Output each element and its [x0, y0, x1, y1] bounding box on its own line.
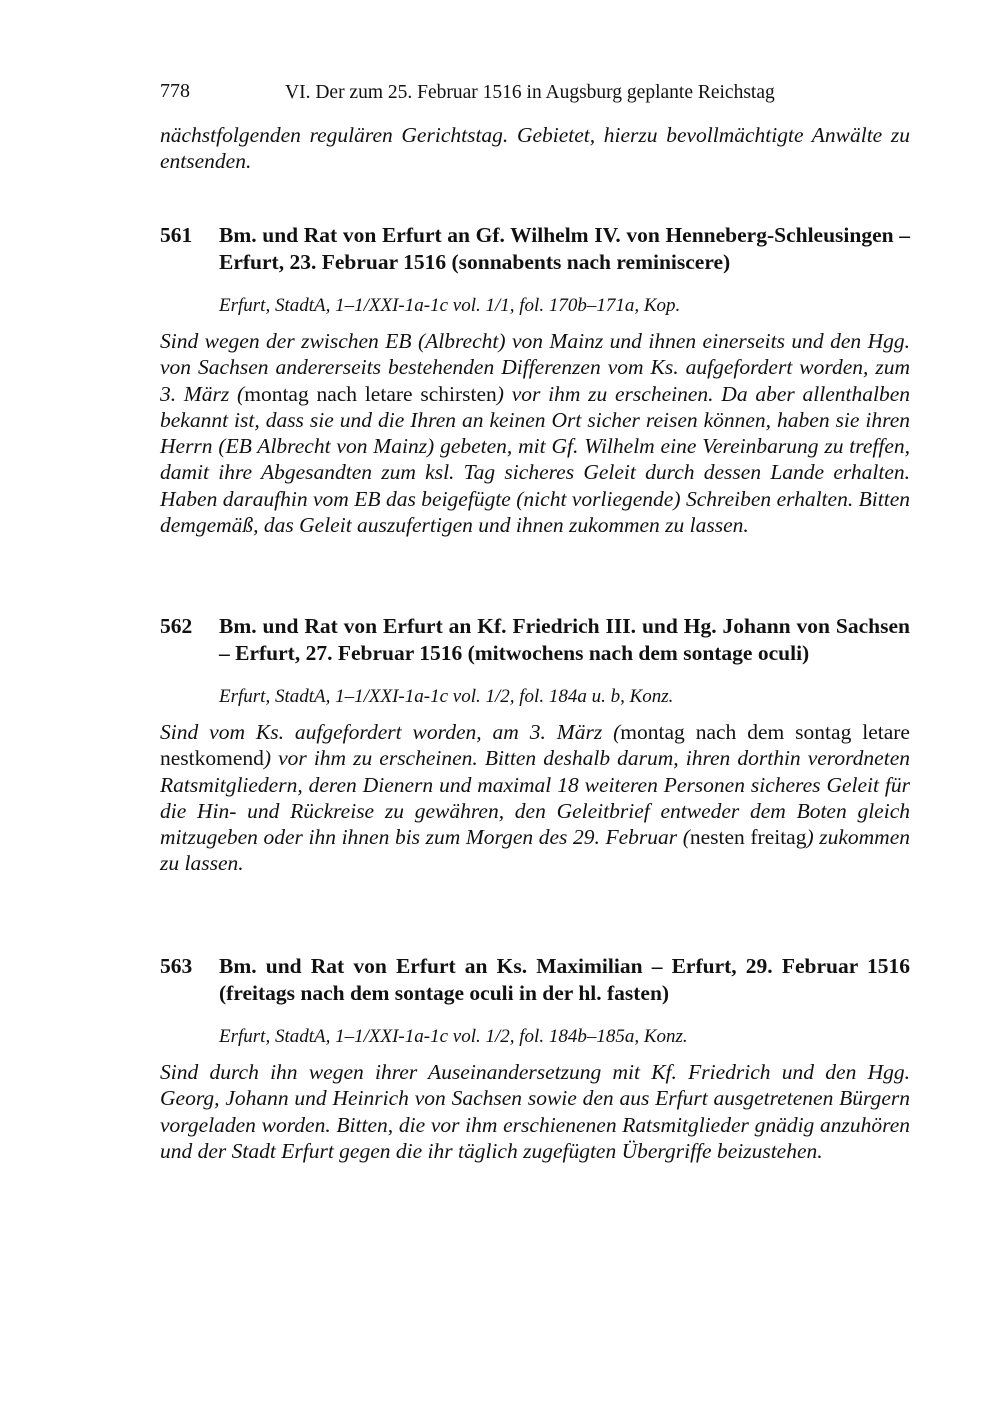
document-source: Erfurt, StadtA, 1–1/XXI-1a-1c vol. 1/1, fol. 170b–171a, Kop.: [219, 295, 681, 316]
document-title: Bm. und Rat von Erfurt an Gf. Wilhelm IV. von Henneberg-Schleusingen – Erfurt, 23. Februar 1516 (sonnabents nach reminiscere): [219, 223, 910, 274]
document-summary: [160, 719, 910, 877]
document-number: 561: [160, 223, 193, 247]
page-number: 778: [160, 80, 190, 102]
page-header: [160, 80, 910, 110]
document-summary: [160, 1059, 910, 1164]
document-number: 563: [160, 954, 193, 978]
document-summary: [160, 328, 910, 538]
document-source: Erfurt, StadtA, 1–1/XXI-1a-1c vol. 1/2, fol. 184a u. b, Konz.: [219, 686, 674, 707]
document-entry-562: [160, 613, 910, 877]
intro-text: nächstfolgenden regulären Gerichtstag. Gebietet, hierzu bevollmächtigte Anwälte zu entsenden.: [160, 123, 910, 174]
document-heading: [160, 953, 910, 1007]
summary-text: Sind wegen der zwischen EB (Albrecht) von Mainz und ihnen einerseits und den Hgg. von Sachsen andererseits bestehenden Differenzen vom Ks. aufgefordert worden, zum 3. März (: [160, 329, 910, 406]
summary-text: ) vor ihm zu erscheinen. Da aber allenthalben bekannt ist, dass sie und die Ihren an keinen Ort sicher reisen können, haben sie ihren Herrn (EB Albrecht von Mainz) gebeten, mit Gf. Wilhelm eine Vereinbarung zu treffen, damit ihre Abgesandten zum ksl. Tag sicheres Geleit durch dessen Lande erhalten. Haben daraufhin vom EB das beigefügte (nicht vorliegende) Schreiben erhalten. Bitten demgemäß, das Geleit auszufertigen und ihnen zukommen zu lassen.: [160, 381, 910, 538]
document-entry-563: [160, 953, 910, 1164]
document-title: Bm. und Rat von Erfurt an Kf. Friedrich III. und Hg. Johann von Sachsen – Erfurt, 27. Februar 1516 (mitwochens nach dem sontage oculi): [219, 614, 910, 665]
document-number: 562: [160, 614, 193, 638]
summary-text: ) zukommen zu lassen.: [160, 825, 910, 876]
document-heading: [160, 613, 910, 667]
summary-text: Sind vom Ks. aufgefordert worden, am 3. März (: [160, 720, 621, 744]
intro-paragraph: [160, 122, 910, 175]
source-quote: nesten freitag: [689, 825, 807, 850]
document-source: Erfurt, StadtA, 1–1/XXI-1a-1c vol. 1/2, fol. 184b–185a, Konz.: [219, 1026, 688, 1047]
document-heading: [160, 222, 910, 276]
summary-text: ) vor ihm zu erscheinen. Bitten deshalb darum, ihren dorthin verordneten Ratsmitgliedern, deren Dienern und maximal 18 weiteren Personen sicheres Geleit für die Hin- und Rückreise zu gewähren, den Geleitbrief entweder dem Boten gleich mitzugeben oder ihn ihnen bis zum Morgen des 29. Februar (: [160, 746, 910, 850]
document-entry-561: [160, 222, 910, 538]
summary-text: Sind durch ihn wegen ihrer Auseinandersetzung mit Kf. Friedrich und den Hgg. Georg, Johann und Heinrich von Sachsen sowie den aus Erfurt ausgetretenen Bürgern vorgeladen worden. Bitten, die vor ihm erschienenen Ratsmitglieder gnädig anzuhören und der Stadt Erfurt gegen die ihr täglich zugefügten Übergriffe beizustehen.: [160, 1060, 910, 1163]
source-quote: montag nach letare schirsten: [244, 381, 497, 406]
source-quote: montag nach dem sontag letare nestkomend: [160, 720, 910, 771]
running-title: VI. Der zum 25. Februar 1516 in Augsburg geplante Reichstag: [285, 82, 775, 103]
document-title: Bm. und Rat von Erfurt an Ks. Maximilian – Erfurt, 29. Februar 1516 (freitags nach dem sontage oculi in der hl. fasten): [219, 954, 910, 1005]
